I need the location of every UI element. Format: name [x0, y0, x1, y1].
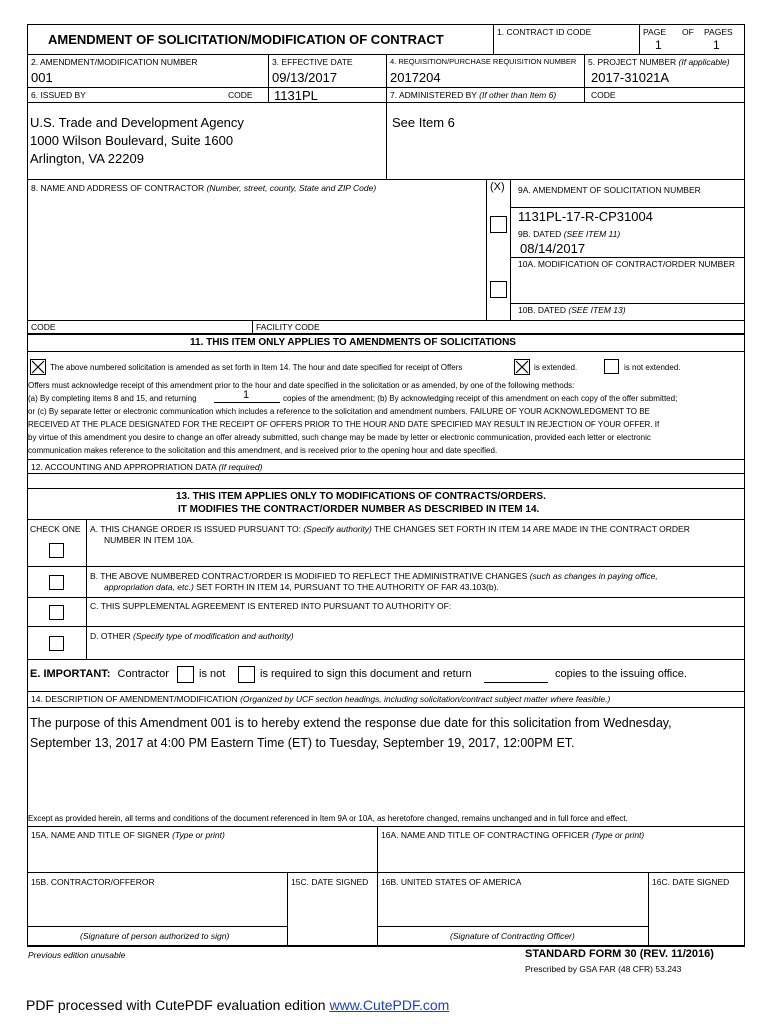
description-label	[31, 694, 610, 704]
of-label: OF	[682, 27, 694, 37]
item11-line4: or (c) By separate letter or electronic communication which includes a reference to the solicitation and amendment numbers. FAILURE OF YOUR ACKNOWLEDGMENT TO BE	[28, 407, 650, 416]
issuer-address-line-1[interactable]: U.S. Trade and Development Agency	[30, 115, 244, 130]
officer-label-text: 16A. NAME AND TITLE OF CONTRACTING OFFICER	[381, 830, 590, 840]
item13-title-line2: IT MODIFIES THE CONTRACT/ORDER NUMBER AS DESCRIBED IN ITEM 14.	[178, 504, 540, 515]
description-label-note: (Organized by UCF section headings, including solicitation/contract subject matter where feasible.)	[240, 694, 611, 704]
dated-9b-label-text: 9B. DATED	[518, 229, 562, 239]
extended-checkbox[interactable]	[514, 359, 530, 375]
signer-label-note: (Type or print)	[172, 830, 225, 840]
option-b-note-2: appropriation data, etc.)	[104, 582, 194, 592]
is-not-checkbox[interactable]	[177, 666, 194, 683]
dated-9b-value[interactable]: 08/14/2017	[520, 241, 586, 256]
copies-value: 1	[243, 389, 250, 401]
officer-label-note: (Type or print)	[591, 830, 645, 840]
pages-value[interactable]: 1	[713, 38, 720, 52]
signer-label-text: 15A. NAME AND TITLE OF SIGNER	[31, 830, 170, 840]
requisition-value[interactable]: 2017204	[390, 70, 441, 85]
important-label: E. IMPORTANT:	[30, 668, 111, 680]
signature-line-contractor[interactable]	[28, 926, 287, 927]
facility-code-label: FACILITY CODE	[256, 322, 320, 332]
modification-checkbox[interactable]	[490, 281, 507, 298]
amendment-number-label: 2. AMENDMENT/MODIFICATION NUMBER	[31, 57, 198, 67]
watermark-text: PDF processed with CutePDF evaluation edition	[26, 997, 326, 1013]
option-b-text-2: SET FORTH IN ITEM 14, PURSUANT TO THE AUTHORITY OF FAR 43.103(b).	[196, 582, 499, 592]
option-c-text: C. THIS SUPPLEMENTAL AGREEMENT IS ENTERED INTO PURSUANT TO AUTHORITY OF:	[90, 601, 452, 611]
contractor-label	[31, 183, 376, 193]
administered-by-value[interactable]: See Item 6	[392, 115, 455, 130]
pages-label: PAGES	[704, 27, 733, 37]
check-x-icon	[31, 360, 45, 374]
not-extended-checkbox[interactable]	[604, 359, 619, 374]
issued-code-value[interactable]: 1131PL	[274, 88, 318, 103]
contractor-offeror-label: 15B. CONTRACTOR/OFFEROR	[31, 877, 155, 887]
page-value[interactable]: 1	[655, 38, 662, 52]
modification-number-label: 10A. MODIFICATION OF CONTRACT/ORDER NUMBER	[518, 259, 736, 269]
item13-title-line1: 13. THIS ITEM APPLIES ONLY TO MODIFICATIONS OF CONTRACTS/ORDERS.	[176, 491, 546, 502]
watermark	[26, 997, 449, 1013]
x-column-label: (X)	[490, 181, 505, 193]
option-d-line	[90, 630, 294, 642]
not-extended-label: is not extended.	[624, 363, 681, 372]
is-required-label: is required to sign this document and return	[260, 668, 472, 680]
usa-label: 16B. UNITED STATES OF AMERICA	[381, 877, 522, 887]
signer-label	[31, 830, 225, 840]
accounting-label	[31, 462, 262, 472]
return-copies-field[interactable]	[484, 681, 548, 683]
option-d-checkbox[interactable]	[49, 636, 64, 651]
item11-line5: RECEIVED AT THE PLACE DESIGNATED FOR THE RECEIPT OF OFFERS PRIOR TO THE HOUR AND DATE SPECIFIED MAY RESULT IN REJECTION OF YOUR OFFER. If	[28, 420, 660, 429]
option-a-line2: NUMBER IN ITEM 10A.	[104, 535, 195, 545]
contractor-label-text: 8. NAME AND ADDRESS OF CONTRACTOR	[31, 183, 205, 193]
project-number-value[interactable]: 2017-31021A	[591, 70, 670, 85]
date-signed-16c-label: 16C. DATE SIGNED	[652, 877, 730, 887]
dated-10b-label	[518, 305, 626, 315]
form-title: AMENDMENT OF SOLICITATION/MODIFICATION OF CONTRACT	[48, 32, 444, 47]
project-number-label	[588, 57, 730, 67]
accounting-label-text: 12. ACCOUNTING AND APPROPRIATION DATA	[31, 462, 217, 472]
copies-to-office-label: copies to the issuing office.	[555, 668, 687, 680]
description-label-text: 14. DESCRIPTION OF AMENDMENT/MODIFICATION	[31, 694, 238, 704]
administered-by-label-note: (If other than Item 6)	[479, 90, 557, 100]
check-x-icon	[515, 360, 529, 374]
important-row	[30, 668, 169, 681]
administered-by-label	[390, 90, 556, 100]
administered-code-label: CODE	[591, 90, 616, 100]
issued-by-label: 6. ISSUED BY	[31, 90, 86, 100]
except-provided-text: Except as provided herein, all terms and conditions of the document referenced in Item 9A or 10A, as heretofore changed, remains unchanged and in full force and effect.	[28, 814, 628, 823]
option-a-text-b: THE CHANGES SET FORTH IN ITEM 14 ARE MADE IN THE CONTRACT ORDER	[374, 524, 690, 534]
signature-line-officer[interactable]	[378, 926, 648, 927]
item11-amended-checkbox[interactable]	[30, 359, 46, 375]
item11-line7: communication makes reference to the solicitation and this amendment, and is received prior to the opening hour and date specified.	[28, 446, 498, 455]
standard-form-label: STANDARD FORM 30 (REV. 11/2016)	[525, 948, 714, 960]
option-a-checkbox[interactable]	[49, 543, 64, 558]
administered-by-label-text: 7. ADMINISTERED BY	[390, 90, 477, 100]
project-number-label-note: (If applicable)	[678, 57, 730, 67]
check-one-label: CHECK ONE	[30, 524, 81, 534]
dated-9b-label-note: (SEE ITEM 11)	[563, 229, 621, 239]
prescribed-by-label: Prescribed by GSA FAR (48 CFR) 53.243	[525, 964, 682, 974]
officer-label	[381, 830, 644, 840]
solicitation-checkbox[interactable]	[490, 216, 507, 233]
contractor-label-note: (Number, street, county, State and ZIP Code)	[206, 183, 377, 193]
description-line-2[interactable]: September 13, 2017 at 4:00 PM Eastern Time (ET) to Tuesday, September 19, 2017, 12:00PM ET.	[30, 736, 575, 750]
description-line-1[interactable]: The purpose of this Amendment 001 is to hereby extend the response due date for this solicitation from Wednesday,	[30, 716, 672, 730]
previous-edition-note: Previous edition unusable	[28, 950, 126, 960]
option-c-checkbox[interactable]	[49, 605, 64, 620]
item11-line2: Offers must acknowledge receipt of this amendment prior to the hour and date specified in the solicitation or as amended, by one of the following methods:	[28, 381, 575, 390]
option-b-text: B. THE ABOVE NUMBERED CONTRACT/ORDER IS MODIFIED TO REFLECT THE ADMINISTRATIVE CHANGES	[90, 571, 528, 581]
item11-line1: The above numbered solicitation is amended as set forth in Item 14. The hour and date specified for receipt of Offers	[50, 363, 463, 372]
option-b-checkbox[interactable]	[49, 575, 64, 590]
item11-line3b: copies of the amendment; (b) By acknowledging receipt of this amendment on each copy of the offer submitted;	[283, 394, 678, 403]
signature-person-caption: (Signature of person authorized to sign)	[80, 931, 230, 941]
item11-line3a: (a) By completing items 8 and 15, and returning	[28, 394, 197, 403]
item11-title: 11. THIS ITEM ONLY APPLIES TO AMENDMENTS OF SOLICITATIONS	[190, 337, 516, 348]
option-d-text: D. OTHER	[90, 631, 131, 641]
issuer-address-line-2[interactable]: 1000 Wilson Boulevard, Suite 1600	[30, 133, 234, 148]
issuer-address-line-3[interactable]: Arlington, VA 22209	[30, 151, 144, 166]
contractor-code-label: CODE	[31, 322, 56, 332]
effective-date-value[interactable]: 09/13/2017	[272, 70, 338, 85]
accounting-label-note: (If required)	[218, 462, 263, 472]
is-not-label: is not	[199, 668, 226, 680]
contract-id-label: 1. CONTRACT ID CODE	[497, 27, 592, 37]
solicitation-number-label: 9A. AMENDMENT OF SOLICITATION NUMBER	[518, 185, 701, 195]
item11-line6: by virtue of this amendment you desire to change an offer already submitted, such change may be made by letter or electronic communication, provided each letter or electronic	[28, 433, 651, 442]
page-label: PAGE	[643, 27, 666, 37]
requisition-label: 4. REQUISITION/PURCHASE REQUISITION NUMBER	[390, 57, 577, 66]
option-a-note: (Specify authority)	[303, 524, 372, 534]
issued-code-label: CODE	[228, 90, 253, 100]
solicitation-number-value[interactable]: 1131PL-17-R-CP31004	[518, 209, 653, 224]
important-contractor: Contractor	[117, 668, 169, 680]
option-b-line2	[104, 581, 499, 593]
date-signed-15c-label: 15C. DATE SIGNED	[291, 877, 369, 887]
project-number-label-text: 5. PROJECT NUMBER	[588, 57, 677, 67]
dated-10b-label-note: (SEE ITEM 13)	[568, 305, 626, 315]
option-d-note: (Specify type of modification and authority)	[133, 631, 294, 641]
signature-officer-caption: (Signature of Contracting Officer)	[450, 931, 575, 941]
watermark-link[interactable]: www.CutePDF.com	[329, 997, 450, 1013]
extended-label: is extended.	[534, 363, 578, 372]
effective-date-label: 3. EFFECTIVE DATE	[272, 57, 353, 67]
is-required-checkbox[interactable]	[238, 666, 255, 683]
option-a-text: A. THIS CHANGE ORDER IS ISSUED PURSUANT TO:	[90, 524, 301, 534]
dated-9b-label	[518, 229, 620, 239]
dated-10b-label-text: 10B. DATED	[518, 305, 567, 315]
amendment-number-value[interactable]: 001	[31, 70, 53, 85]
option-b-note: (such as changes in paying office,	[529, 571, 658, 581]
